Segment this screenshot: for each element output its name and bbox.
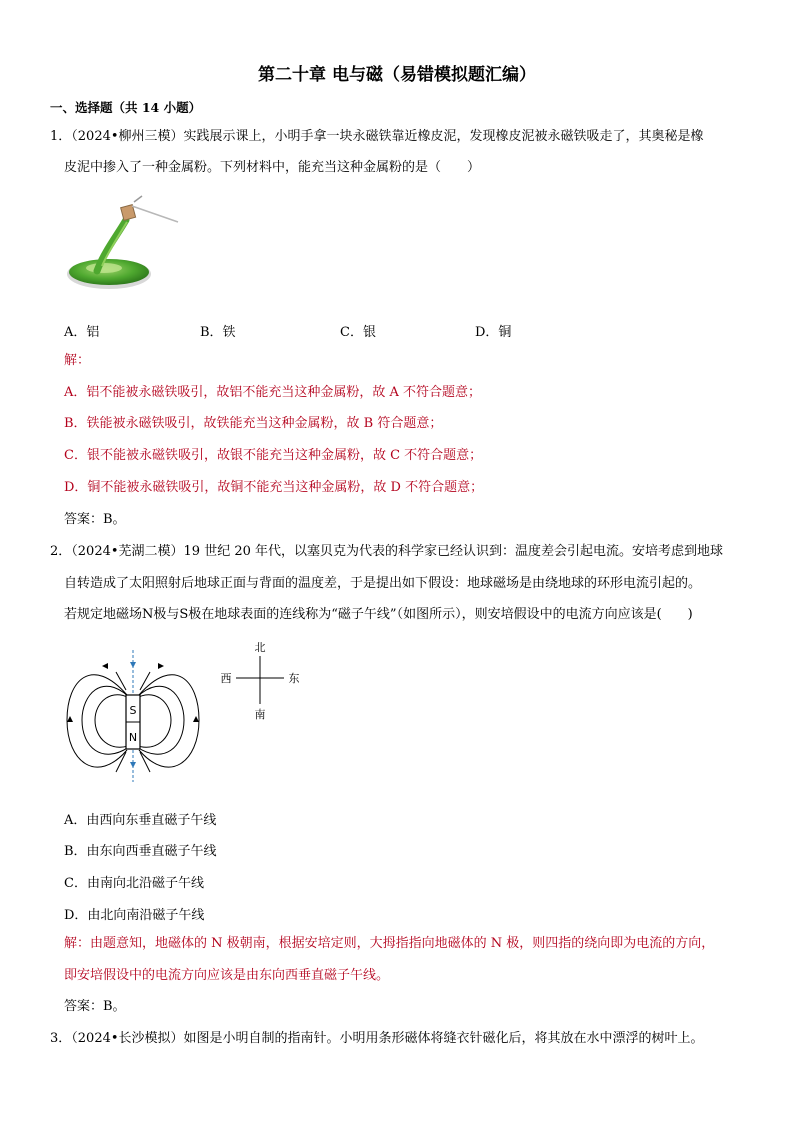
compass-north: 北 [254,641,266,654]
q1-answer: 答案：B。 [64,512,126,527]
q1-stem-line1: 1．（2024•柳州三模）实践展示课上，小明手拿一块永磁铁靠近橡皮泥，发现橡皮泥被永磁铁吸走了，其奥秘是橡 [50,129,704,144]
page-title: 第二十章 电与磁（易错模拟题汇编） [258,65,536,85]
q2-figure-compass-rose [212,640,312,722]
q1-solution-label: 解： [64,353,91,368]
q1-solution-c: C．银不能被永磁铁吸引，故银不能充当这种金属粉，故 C 不符合题意； [64,448,483,463]
q2-figure-magnetic-field [62,650,204,782]
q2-option-b: B．由东向西垂直磁子午线 [64,844,217,859]
q1-solution-a: A．铝不能被永磁铁吸引，故铝不能充当这种金属粉，故 A 不符合题意； [64,385,482,400]
q3-stem-line1: 3．（2024•长沙模拟）如图是小明自制的指南针。小明用条形磁体将缝衣针磁化后，将其放在水中漂浮的树叶上。 [50,1031,704,1046]
magnet-s-label: S [129,704,137,717]
compass-south: 南 [254,708,266,721]
q2-stem-line3: 若规定地磁场N极与S极在地球表面的连线称为“磁子午线”（如图所示），则安培假设中的电流方向应该是( ) [64,607,693,622]
q1-stem-line2: 皮泥中掺入了一种金属粉。下列材料中，能充当这种金属粉的是（ ） [64,160,481,175]
q1-option-d: D．铜 [475,325,512,340]
section-heading: 一、选择题（共 14 小题） [50,100,202,115]
q1-solution-d: D．铜不能被永磁铁吸引，故铜不能充当这种金属粉，故 D 不符合题意； [64,480,484,495]
magnet-n-label: N [128,731,138,744]
q2-option-a: A．由西向东垂直磁子午线 [64,813,217,828]
compass-east: 东 [288,672,300,685]
q2-option-c: C．由南向北沿磁子午线 [64,876,204,891]
q2-answer: 答案：B。 [64,999,126,1014]
q2-solution-line2: 即安培假设中的电流方向应该是由东向西垂直磁子午线。 [64,968,390,983]
q1-option-c: C．银 [340,325,376,340]
compass-west: 西 [220,672,232,685]
q2-stem-line2: 自转造成了太阳照射后地球正面与背面的温度差，于是提出如下假设：地球磁场是由绕地球的环形电流引起的。 [64,576,702,591]
q1-option-a: A．铝 [64,325,100,340]
q2-solution-line1: 解：由题意知，地磁体的 N 极朝南，根据安培定则，大拇指指向地磁体的 N 极，则四指的绕向即为电流的方向， [64,936,715,951]
q1-figure-putty-magnet [64,192,184,297]
q2-option-d: D．由北向南沿磁子午线 [64,908,205,923]
q2-stem-line1: 2．（2024•芜湖二模）19 世纪 20 年代，以塞贝克为代表的科学家已经认识到：温度差会引起电流。安培考虑到地球 [50,544,724,559]
q1-solution-b: B．铁能被永磁铁吸引，故铁能充当这种金属粉，故 B 符合题意； [64,416,443,431]
q1-option-b: B．铁 [200,325,236,340]
